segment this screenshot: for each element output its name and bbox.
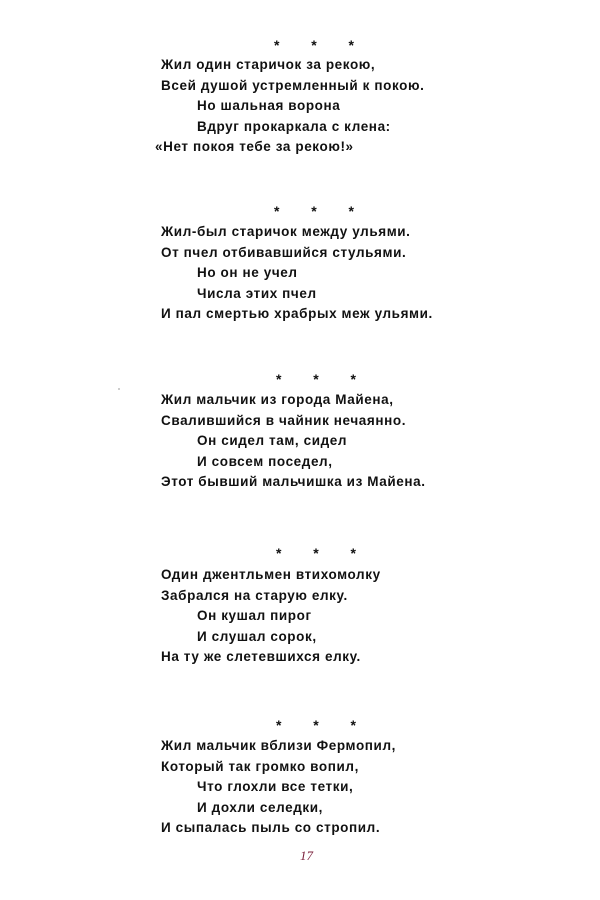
poem-1: [155, 55, 461, 158]
star-glyph: *: [313, 371, 319, 387]
separator-stars: [276, 371, 356, 387]
poem-line: Он сидел там, сидел: [197, 433, 348, 448]
poem-line: Жил мальчик из города Майена,: [161, 392, 394, 407]
poem-2: [161, 222, 461, 325]
poem-line: Вдруг прокаркала с клена:: [197, 118, 391, 134]
poem-line: Он кушал пирог: [197, 608, 312, 623]
poem-line: Забрался на старую елку.: [161, 587, 348, 603]
star-glyph: *: [311, 203, 317, 219]
poem-line: Числа этих пчел: [197, 285, 317, 301]
poem-line: Но он не учел: [197, 265, 298, 280]
poem-line: Что глохли все тетки,: [197, 779, 354, 794]
poem-5: [161, 736, 461, 839]
star-glyph: *: [276, 545, 282, 561]
poem-line: Но шальная ворона: [197, 98, 341, 113]
poem-line: Жил мальчик вблизи Фермопил,: [161, 738, 396, 753]
poem-line: «Нет покоя тебе за рекою!»: [155, 139, 354, 154]
poem-4: [161, 565, 461, 668]
star-glyph: *: [348, 203, 354, 219]
star-glyph: *: [274, 203, 280, 219]
poem-3: [161, 390, 461, 493]
star-glyph: *: [350, 717, 356, 733]
poem-line: И пал смертью храбрых меж ульями.: [161, 306, 433, 321]
paper-speck: [118, 388, 120, 390]
poem-line: От пчел отбивавшийся стульями.: [161, 244, 407, 260]
poem-line: Этот бывший мальчишка из Майена.: [161, 474, 426, 489]
star-glyph: *: [313, 545, 319, 561]
star-glyph: *: [276, 371, 282, 387]
page-number: 17: [300, 848, 313, 863]
poem-line: Один джентльмен втихомолку: [161, 567, 381, 582]
poem-line: На ту же слетевшихся елку.: [161, 649, 361, 664]
poem-line: Жил-был старичок между ульями.: [161, 224, 411, 239]
star-glyph: *: [350, 371, 356, 387]
poem-line: И совсем поседел,: [197, 453, 333, 469]
poem-line: И дохли селедки,: [197, 799, 323, 815]
separator-stars: [276, 545, 356, 561]
separator-stars: [274, 203, 354, 219]
star-glyph: *: [348, 37, 354, 53]
poem-line: Который так громко вопил,: [161, 758, 359, 774]
star-glyph: *: [274, 37, 280, 53]
star-glyph: *: [311, 37, 317, 53]
poem-line: Свалившийся в чайник нечаянно.: [161, 412, 407, 428]
star-glyph: *: [350, 545, 356, 561]
poem-line: Всей душой устремленный к покою.: [161, 77, 425, 93]
star-glyph: *: [276, 717, 282, 733]
poem-line: Жил один старичок за рекою,: [161, 57, 376, 72]
separator-stars: [274, 37, 354, 53]
separator-stars: [276, 717, 356, 733]
poem-line: И сыпалась пыль со стропил.: [161, 820, 381, 835]
star-glyph: *: [313, 717, 319, 733]
poem-line: И слушал сорок,: [197, 628, 317, 644]
